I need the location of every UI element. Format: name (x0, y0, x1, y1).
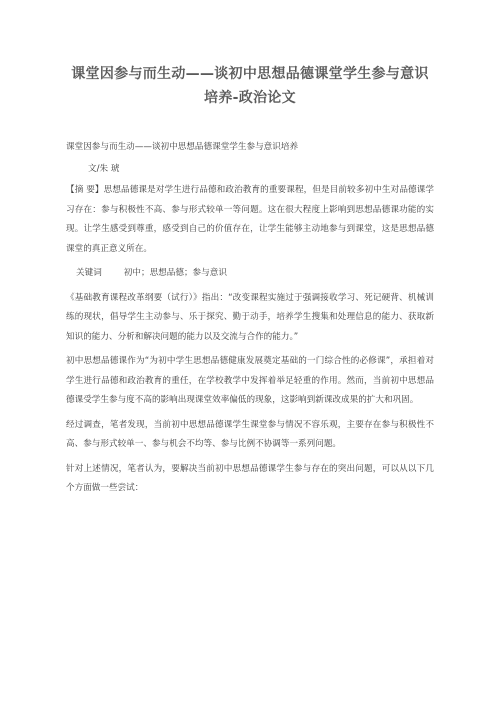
article-subtitle: 课堂因参与而生动——谈初中思想品德课堂学生参与意识培养 (66, 142, 299, 152)
body-paragraph-4: 针对上述情况，笔者认为，要解决当前初中思想品德课学生参与存在的突出问题，可以从以下几个方面做一些尝试： (66, 463, 434, 493)
title-line-2: 培养-政治论文 (204, 90, 296, 106)
body-paragraph-3: 经过调查，笔者发现，当前初中思想品德课学生课堂参与情况不容乐观，主要存在参与积极性不高、参与形式较单一、参与机会不均等、参与比例不协调等一系列问题。 (66, 419, 434, 449)
abstract-paragraph: 【摘 要】思想品德课是对学生进行品德和政治教育的重要课程，但是目前较多初中生对品德课学习存在：参与积极性不高、参与形式较单一等问题。这在很大程度上影响到思想品德课功能的实现。让学生感受到尊重，感受到自己的价值存在，让学生能够主动地参与到课堂，这是思想品德课堂的真正意义所在。 (66, 185, 434, 254)
article-author: 文/朱 琥 (88, 163, 120, 174)
keywords-line (66, 264, 434, 284)
body-paragraph-2: 初中思想品德课作为“为初中学生思想品德健康发展奠定基础的一门综合性的必修课”，承担着对学生进行品德和政治教育的重任，在学校教学中发挥着举足轻重的作用。然而，当前初中思想品德课受学生参与度不高的影响出现课堂效率偏低的现象，这影响到新课改成果的扩大和巩固。 (66, 356, 434, 405)
article-body (66, 138, 434, 499)
keywords-label: 关键词 (76, 268, 102, 278)
title-line-1: 课堂因参与而生动——谈初中思想品德课堂学生参与意识 (71, 66, 429, 82)
keywords-value: 初中；思想品德；参与意识 (123, 268, 227, 278)
document-title (66, 62, 434, 110)
body-paragraph-1: 《基础教育课程改革纲要（试行）》指出：“改变课程实施过于强调接收学习、死记硬背、机械训练的现状，倡导学生主动参与、乐于探究、勤于动手，培养学生搜集和处理信息的能力、获取新知识的能力、分析和解决问题的能力以及交流与合作的能力。” (66, 292, 434, 342)
